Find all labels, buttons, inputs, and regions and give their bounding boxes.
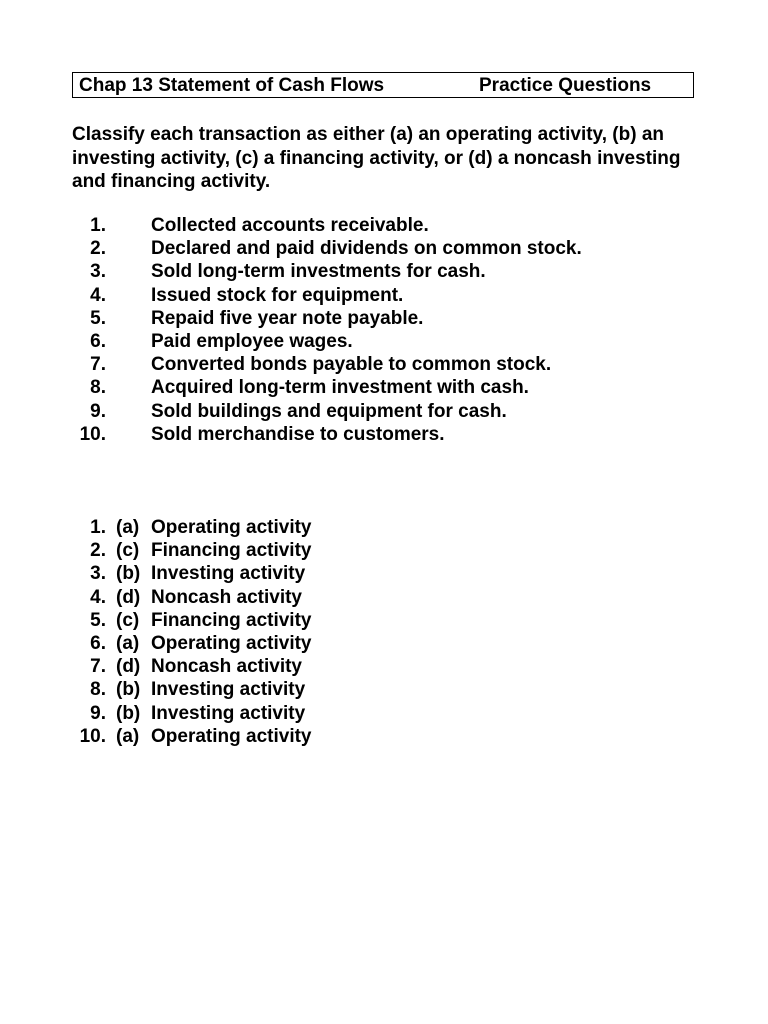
question-text: Converted bonds payable to common stock. — [151, 354, 552, 376]
question-text: Collected accounts receivable. — [151, 215, 429, 236]
answer-letter: (b) — [116, 563, 141, 585]
answer-letter: (a) — [116, 517, 140, 538]
answer-item — [72, 702, 472, 725]
answer-text: Financing activity — [151, 540, 312, 562]
answer-item — [72, 586, 472, 609]
document-subtitle: Practice Questions — [479, 75, 652, 96]
answer-number: 5. — [90, 609, 106, 631]
question-number: 6. — [90, 330, 106, 352]
answer-letter: (d) — [116, 656, 141, 678]
question-text: Sold long-term investments for cash. — [151, 261, 486, 283]
question-text: Declared and paid dividends on common stock. — [151, 238, 582, 260]
question-number: 5. — [90, 307, 106, 329]
question-text: Acquired long-term investment with cash. — [151, 377, 529, 399]
answer-text: Operating activity — [151, 725, 312, 747]
document-title: Chap 13 Statement of Cash Flows — [79, 75, 385, 96]
question-number: 4. — [90, 284, 106, 306]
question-item — [72, 237, 692, 260]
question-item — [72, 353, 692, 376]
question-number: 10. — [79, 423, 106, 445]
answer-number: 1. — [90, 517, 106, 538]
question-number: 9. — [90, 400, 106, 422]
answer-text: Noncash activity — [151, 586, 302, 608]
answer-letter: (a) — [116, 632, 140, 654]
question-item — [72, 284, 692, 307]
question-text: Sold buildings and equipment for cash. — [151, 400, 507, 422]
answer-number: 10. — [79, 725, 106, 747]
answer-letter: (c) — [116, 540, 140, 562]
question-number: 8. — [90, 377, 106, 399]
answer-letter: (d) — [116, 586, 141, 608]
answer-item — [72, 539, 472, 562]
answer-item — [72, 678, 472, 701]
question-item — [72, 423, 692, 446]
answer-text: Investing activity — [151, 563, 306, 585]
question-number: 3. — [90, 261, 106, 283]
answer-text: Investing activity — [151, 702, 306, 724]
question-item — [72, 376, 692, 399]
answer-text: Noncash activity — [151, 656, 302, 678]
answer-letter: (a) — [116, 725, 140, 747]
question-item — [72, 214, 692, 237]
answer-item — [72, 516, 472, 539]
answer-text: Operating activity — [151, 632, 312, 654]
answer-number: 7. — [90, 656, 106, 678]
question-text: Sold merchandise to customers. — [151, 423, 445, 445]
answer-item — [72, 609, 472, 632]
instructions-paragraph: Classify each transaction as either (a) an operating activity, (b) an investing activity, (c) a financing activity, or (d) a noncash investing and financing activity. — [72, 124, 681, 192]
answer-number: 8. — [90, 679, 106, 701]
question-number: 1. — [90, 215, 106, 236]
questions-list — [72, 214, 692, 446]
question-item — [72, 260, 692, 283]
answer-letter: (b) — [116, 679, 141, 701]
answer-text: Investing activity — [151, 679, 306, 701]
answer-number: 2. — [90, 540, 106, 562]
question-text: Issued stock for equipment. — [151, 284, 404, 306]
answers-list — [72, 516, 472, 748]
question-number: 2. — [90, 238, 106, 260]
answer-item — [72, 655, 472, 678]
answer-letter: (c) — [116, 609, 140, 631]
document-header — [72, 72, 694, 98]
question-item — [72, 330, 692, 353]
question-text: Repaid five year note payable. — [151, 307, 424, 329]
answer-number: 3. — [90, 563, 106, 585]
answer-item — [72, 632, 472, 655]
answer-text: Operating activity — [151, 517, 312, 538]
answer-number: 4. — [90, 586, 106, 608]
question-item — [72, 307, 692, 330]
answer-number: 6. — [90, 632, 106, 654]
question-number: 7. — [90, 354, 106, 376]
answer-item — [72, 562, 472, 585]
answer-letter: (b) — [116, 702, 141, 724]
question-item — [72, 400, 692, 423]
answer-item — [72, 725, 472, 748]
answer-text: Financing activity — [151, 609, 312, 631]
question-text: Paid employee wages. — [151, 330, 353, 352]
answer-number: 9. — [90, 702, 106, 724]
